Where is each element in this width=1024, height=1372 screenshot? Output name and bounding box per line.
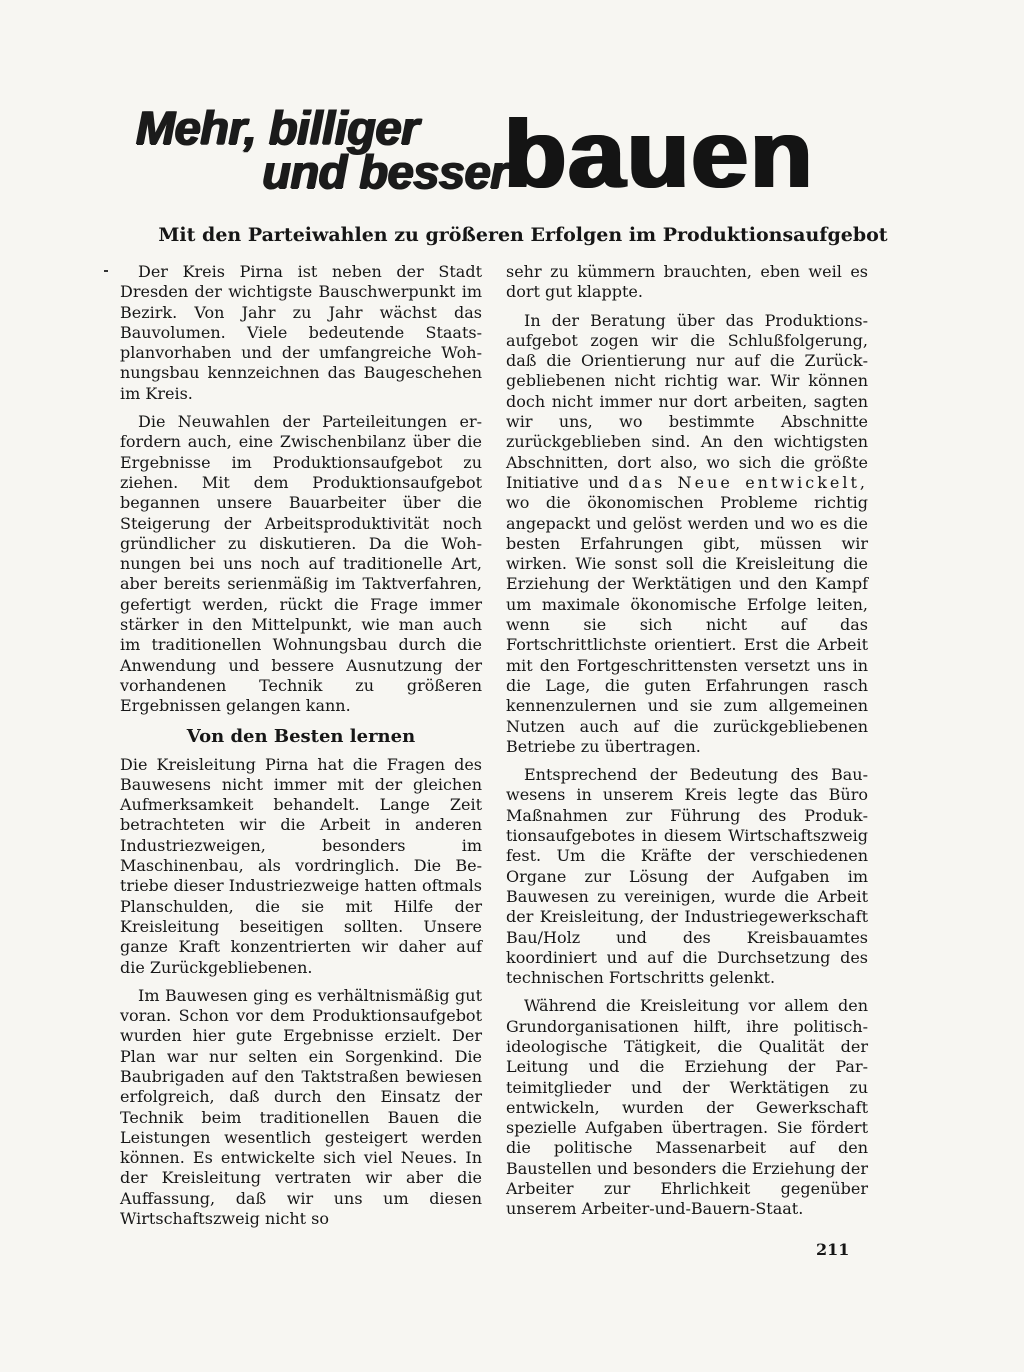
headline-line1: Mehr, billiger — [136, 101, 419, 154]
paragraph: Während die Kreisleitung vor allem den Grundorganisationen hilft, ihre politisch-ideologische Tätigkeit, die Qualität der Leitung und die Erziehung der Parteimitglieder und der Werktätigen zu entwickeln, wurden der Gewerkschaft spezielle Aufgaben übertragen. Sie fördert die politische Massenarbeit auf den Baustellen und besonders die Erziehung der Arbeiter zur Ehrlichkeit gegenüber unserem Arbeiter-und-Bauern-Staat. — [506, 996, 868, 1219]
paragraph: Entsprechend der Bedeutung des Bauwesens in unserem Kreis legte das Büro Maßnahmen zur Führung des Produktionsaufgebotes in diesem Wirtschaftszweig fest. Um die Kräfte der verschiedenen Organe zur Lösung der Aufgaben im Bauwesen zu vereinigen, wurde die Arbeit der Kreisleitung, der Industriegewerkschaft Bau/Holz und des Kreisbauamtes koordiniert und auf die Durchsetzung des technischen Fortschritts gelenkt. — [506, 765, 868, 988]
paragraph: Der Kreis Pirna ist neben der Stadt Dresden der wichtigste Bauschwerpunkt im Bezirk. Von Jahr zu Jahr wächst das Bauvolumen. Viele bedeutende Staatsplanvorhaben und der umfangreiche Wohnungsbau kennzeichnen das Baugeschehen im Kreis. — [120, 262, 482, 403]
paragraph: sehr zu kümmern brauchten, eben weil es dort gut klappte. — [506, 262, 868, 302]
headline — [136, 99, 876, 209]
headline-small — [136, 101, 516, 198]
emphasis-spaced: das Neue entwickelt, — [628, 472, 868, 492]
paragraph: Im Bauwesen ging es verhältnismäßig gut voran. Schon vor dem Produktionsaufgebot wurden hier gute Ergebnisse erzielt. Der Plan war nur selten ein Sorgenkind. Die Baubrigaden auf den Taktstraßen bewiesen erfolgreich, daß durch den Einsatz der Technik beim traditionellen Bauen die Leistungen wesentlich gesteigert werden können. Es entwickelte sich viel Neues. In der Kreisleitung vertraten wir aber die Auffassung, daß wir uns um diesen Wirtschaftszweig nicht so — [120, 985, 482, 1229]
paragraph — [506, 311, 868, 758]
section-heading: Von den Besten lernen — [186, 725, 416, 747]
paragraph: Die Neuwahlen der Parteileitungen erfordern auch, eine Zwischenbilanz über die Ergebnisse im Produktionsaufgebot zu ziehen. Mit dem Produktionsaufgebot begannen unsere Bauarbeiter über die Steigerung der Arbeitsproduktivität noch gründlicher zu diskutieren. Da die Wohnungen bei uns noch auf traditionelle Art, aber bereits serienmäßig im Taktverfahren, gefertigt werden, rückt die Frage immer stärker in den Mittelpunkt, wie man auch im traditionellen Wohnungsbau durch die Anwendung und bessere Ausnutzung der vorhandenen Technik zu größeren Ergebnissen gelangen kann. — [120, 412, 482, 716]
page-number: 211 — [816, 1240, 850, 1259]
headline-line2: und besser — [262, 145, 508, 198]
left-column — [120, 262, 482, 1237]
subtitle: Mit den Parteiwahlen zu größeren Erfolgen im Produktionsaufgebot — [158, 224, 888, 246]
paragraph-text: In der Beratung über das Produktionsaufgebot zogen wir die Schlußfolgerung, daß die Orientierung nur auf die Zurückgebliebenen nicht richtig war. Wir können doch nicht immer nur dort arbeiten, sagten wir uns, wo bestimmte Abschnitte zurückgeblieben sind. An den wichtigsten Abschnitten, dort also, wo sich die größte Initiative und — [506, 310, 868, 492]
margin-mark — [104, 270, 108, 272]
right-column — [506, 262, 868, 1228]
paragraph-text: wo die ökonomischen Probleme richtig angepackt und gelöst werden und wo es die besten Erfahrungen gibt, müssen wir wirken. Wie sonst soll die Kreisleitung die Erziehung der Werktätigen und den Kampf um maximale ökonomische Erfolge leiten, wenn sie sich nicht auf das Fortschrittlichste orientiert. Erst die Arbeit mit den Fortgeschrittensten versetzt uns in die Lage, die guten Erfahrungen rasch kennenzulernen und sie zum allgemeinen Nutzen auch auf die zurückgebliebenen Betriebe zu übertragen. — [506, 493, 868, 756]
paragraph: Die Kreisleitung Pirna hat die Fragen des Bauwesens nicht immer mit der gleichen Aufmerksamkeit behandelt. Lange Zeit betrachteten wir die Arbeit in anderen Industriezweigen, besonders im Maschinenbau, als vordringlich. Die Betriebe dieser Industriezweige hatten oftmals Planschulden, die sie mit Hilfe der Kreisleitung beseitigen sollten. Unsere ganze Kraft konzentrierten wir daher auf die Zurückgebliebenen. — [120, 754, 482, 977]
headline-big-word: bauen — [504, 99, 815, 209]
